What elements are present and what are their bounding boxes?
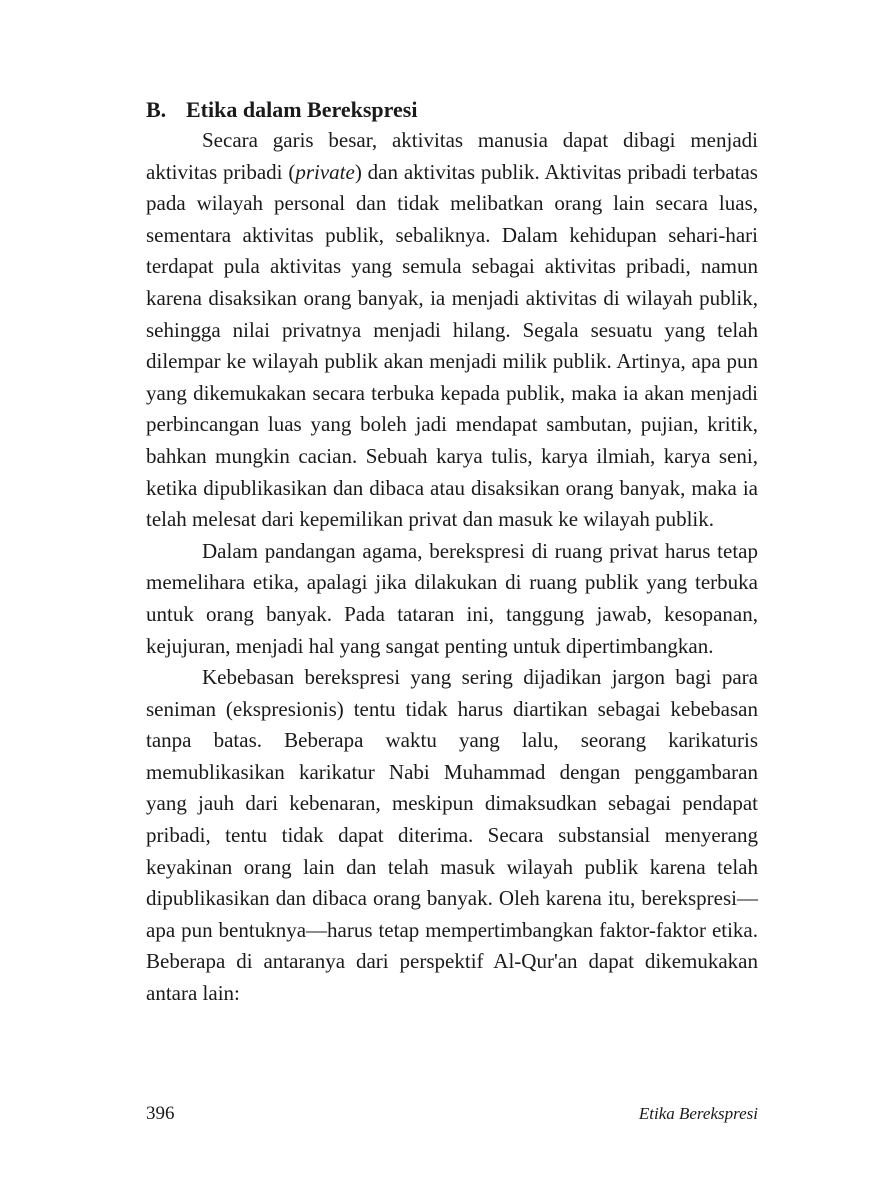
page-body [146, 95, 758, 1010]
section-number: B. [146, 97, 167, 122]
paragraph-2: Dalam pandangan agama, berekspresi di ruang privat harus tetap memelihara etika, apalagi jika dilakukan di ruang publik yang terbuka untuk orang banyak. Pada tataran ini, tanggung jawab, kesopanan, kejujuran, menjadi hal yang sangat penting untuk dipertimbangkan. [146, 538, 758, 658]
page-footer [146, 1102, 758, 1126]
section-title: Etika dalam Berekspresi [186, 97, 418, 122]
section-heading [146, 95, 758, 125]
running-title: Etika Berekspresi [638, 1104, 758, 1123]
paragraph-3: Kebebasan berekspresi yang sering dijadikan jargon bagi para seniman (ekspresionis) tentu tidak harus diartikan sebagai kebebasan tanpa batas. Beberapa waktu yang lalu, seorang karikaturis memublikasikan karikatur Nabi Muhammad dengan penggambaran yang jauh dari kebenaran, meskipun dimaksudkan sebagai pendapat pribadi, tentu tidak dapat diterima. Secara substansial menyerang keyakinan orang lain dan telah masuk wilayah publik karena telah dipublikasikan dan dibaca orang banyak. Oleh karena itu, berekspresi—apa pun bentuknya—harus tetap mempertimbangkan faktor-faktor etika. Beberapa di antaranya dari perspektif Al-Qur'an dapat dikemukakan antara lain: [146, 665, 758, 1006]
paragraph-1-italic-term: private [295, 159, 355, 184]
paragraph-1-part1: Secara garis besar, aktivitas manusia dapat dibagi menjadi aktivitas pribadi ( [146, 128, 758, 184]
page-number: 396 [146, 1103, 175, 1124]
paragraph-1-part2: ) dan aktivitas publik. Aktivitas pribadi terbatas pada wilayah personal dan tidak melibatkan orang lain secara luas, sementara aktivitas publik, sebaliknya. Dalam kehidupan sehari-hari terdapat pula aktivitas yang semula sebagai aktivitas pribadi, namun karena disaksikan orang banyak, ia menjadi aktivitas di wilayah publik, sehingga nilai privatnya menjadi hilang. Segala sesuatu yang telah dilempar ke wilayah publik akan menjadi milik publik. Artinya, apa pun yang dikemukakan secara terbuka kepada publik, maka ia akan menjadi perbincangan luas yang boleh jadi mendapat sambutan, pujian, kritik, bahkan mungkin cacian. Sebuah karya tulis, karya ilmiah, karya seni, ketika dipublikasikan dan dibaca atau disaksikan orang banyak, maka ia telah melesat dari kepemilikan privat dan masuk ke wilayah publik. [146, 159, 758, 532]
paragraph-1 [146, 125, 758, 536]
